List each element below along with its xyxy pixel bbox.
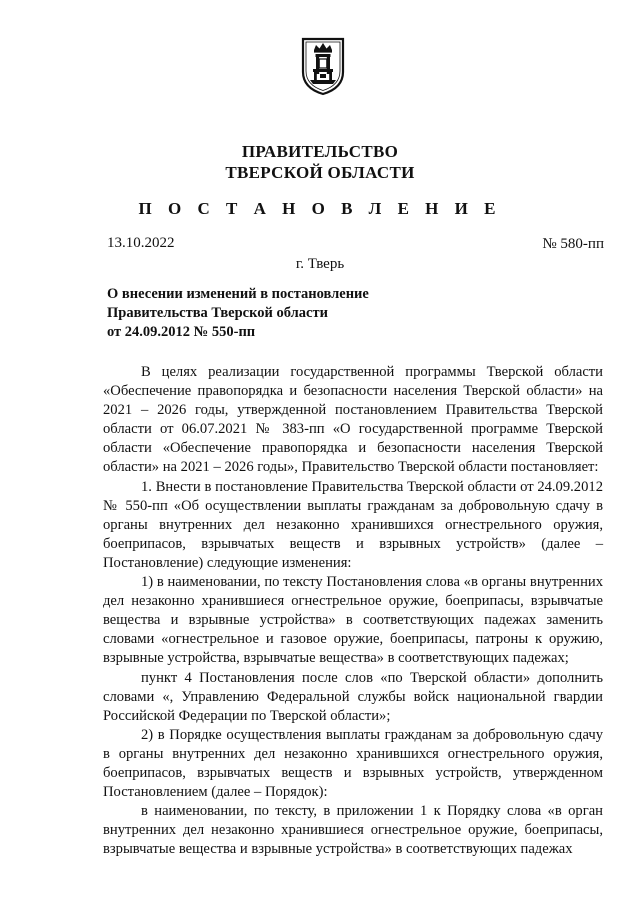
document-title [107,285,427,342]
paragraph-naming-change: в наименовании, по тексту, в приложении 1 к Порядку слова «в орган внутренних дел незаконно хранившиеся огнестрельное оружие, боеприпасы, взрывчатые вещества и взрывные устройства» в соответствующих падежах [103,803,603,858]
paragraph-preamble: В целях реализации государственной программы Тверской области «Обеспечение правопорядка и безопасности населения Тверской области» на 2021 – 2026 годы, утвержденной постановлением Правительства Тверской области от 06.07.2021 № 383-пп «О государственной программе Тверской области «Обеспечение правопорядка и безопасности населения Тверской области» на 2021 – 2026 годы», Правительство Тверской области постановляет: [103,364,603,476]
government-name-line2: ТВЕРСКОЙ ОБЛАСТИ [225,163,415,182]
government-name-line1: ПРАВИТЕЛЬСТВО [241,142,399,161]
coat-of-arms-emblem [300,36,346,96]
document-title-line2: Правительства Тверской области [107,305,328,321]
document-body [103,363,603,859]
document-city: г. Тверь [295,256,345,272]
paragraph-subitem-1: 1) в наименовании, по тексту Постановления слова «в органы внутренних дел незаконно хранившиеся огнестрельное оружие, боеприпасы, взрывчатые вещества и взрывные устройства» в соответствующих падежах заменить словами «огнестрельное и газовое оружие, боеприпасы, патроны к оружию, взрывные устройства, взрывчатые вещества» в соответствующих падежах; [103,574,603,667]
paragraph-point-4: пункт 4 Постановления после слов «по Тверской области» дополнить словами «, Управлению Федеральной службы войск национальной гвардии Российской Федерации по Тверской области»; [103,669,603,724]
paragraph-subitem-2: 2) в Порядке осуществления выплаты гражданам за добровольную сдачу в органы внутренних дел незаконно хранившихся огнестрельного оружия, боеприпасов, взрывчатых веществ и взрывных устройств, утвержденном Постановлением (далее – Порядок): [103,726,603,801]
document-title-line1: О внесении изменений в постановление [107,286,369,302]
document-title-line3: от 24.09.2012 № 550-пп [107,324,256,340]
paragraph-item-1: 1. Внести в постановление Правительства Тверской области от 24.09.2012 № 550-пп «Об осуществлении выплаты гражданам за добровольную сдачу в органы внутренних дел незаконно хранившихся огнестрельного оружия, боеприпасов, взрывчатых веществ и взрывных устройств» (далее – Постановление) следующие изменения: [103,478,603,571]
document-date: 13.10.2022 [107,235,175,251]
document-number: № 580-пп [542,236,604,252]
document-type-heading: П О С Т А Н О В Л Е Н И Е [138,199,502,218]
